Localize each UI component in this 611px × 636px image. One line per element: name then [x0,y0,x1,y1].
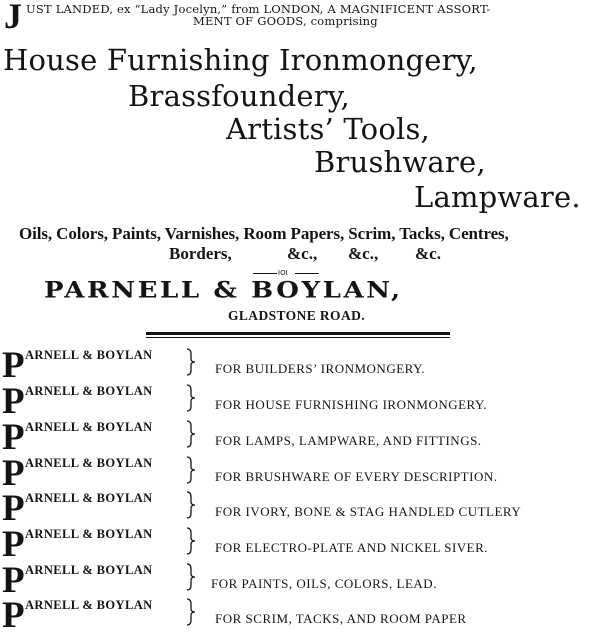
row-dropcap: P [2,453,25,494]
row-firm-name: ARNELL & BOYLAN [25,456,153,470]
row-product-line: FOR SCRIM, TACKS, AND ROOM PAPER [215,611,467,626]
product-row [0,524,611,565]
row-dropcap: P [2,381,25,422]
heading-brassfoundery: Brassfoundery, [128,79,350,113]
heading-artists-tools: Artists’ Tools, [226,112,430,146]
row-dropcap: P [2,595,25,636]
goods-list-etc-2: &c., [348,244,379,263]
row-dropcap: P [2,417,25,458]
firm-address: GLADSTONE ROAD. [228,308,366,323]
row-product-line: FOR BRUSHWARE OF EVERY DESCRIPTION. [215,469,498,484]
rule-thick [146,332,450,335]
row-brace [186,598,196,626]
rule-thin [146,337,450,338]
row-brace [186,527,196,555]
ornament-line-left [253,273,277,274]
intro-line-1: UST LANDED, ex “Lady Jocelyn,” from LONDON, A MAGNIFICENT ASSORT- [26,2,491,16]
row-brace [186,563,196,591]
row-firm-name: ARNELL & BOYLAN [25,598,153,612]
heading-lampware: Lampware. [414,180,581,214]
ornament-line-right [295,273,319,274]
intro-dropcap: J [4,0,22,36]
row-product-line: FOR PAINTS, OILS, COLORS, LEAD. [211,576,437,591]
row-firm-name: ARNELL & BOYLAN [25,384,153,398]
row-dropcap: P [2,560,25,601]
row-product-line: FOR HOUSE FURNISHING IRONMONGERY. [215,397,487,412]
heading-house-furnishing: House Furnishing Ironmongery, [3,43,478,77]
row-brace [186,384,196,412]
product-row [0,488,611,529]
ornament-mark: IOI [278,269,288,277]
product-row [0,417,611,458]
product-row [0,560,611,601]
goods-list-line: Oils, Colors, Paints, Varnishes, Room Papers, Scrim, Tacks, Centres, [19,224,509,243]
firm-name: PARNELL & BOYLAN, [44,278,403,304]
row-firm-name: ARNELL & BOYLAN [25,420,153,434]
row-brace [186,456,196,484]
row-dropcap: P [2,488,25,529]
row-product-line: FOR LAMPS, LAMPWARE, AND FITTINGS. [215,433,482,448]
row-dropcap: P [2,524,25,565]
product-row [0,595,611,636]
ornament-divider [253,269,319,277]
row-brace [186,420,196,448]
row-firm-name: ARNELL & BOYLAN [25,527,153,541]
intro-line-2: MENT OF GOODS, comprising [193,14,378,28]
row-firm-name: ARNELL & BOYLAN [25,563,153,577]
row-product-line: FOR IVORY, BONE & STAG HANDLED CUTLERY [215,504,522,519]
row-brace [186,491,196,519]
product-row [0,453,611,494]
row-firm-name: ARNELL & BOYLAN [25,491,153,505]
row-product-line: FOR BUILDERS’ IRONMONGERY. [215,361,426,376]
row-dropcap: P [2,345,25,386]
goods-list-etc-1: &c., [287,244,318,263]
row-product-line: FOR ELECTRO-PLATE AND NICKEL SIVER. [215,540,489,555]
goods-list-etc-3: &c. [415,244,441,263]
row-firm-name: ARNELL & BOYLAN [25,348,153,362]
goods-list-borders: Borders, [169,244,232,263]
heading-brushware: Brushware, [314,145,486,179]
product-row [0,345,611,386]
product-row [0,381,611,422]
row-brace [186,348,196,376]
